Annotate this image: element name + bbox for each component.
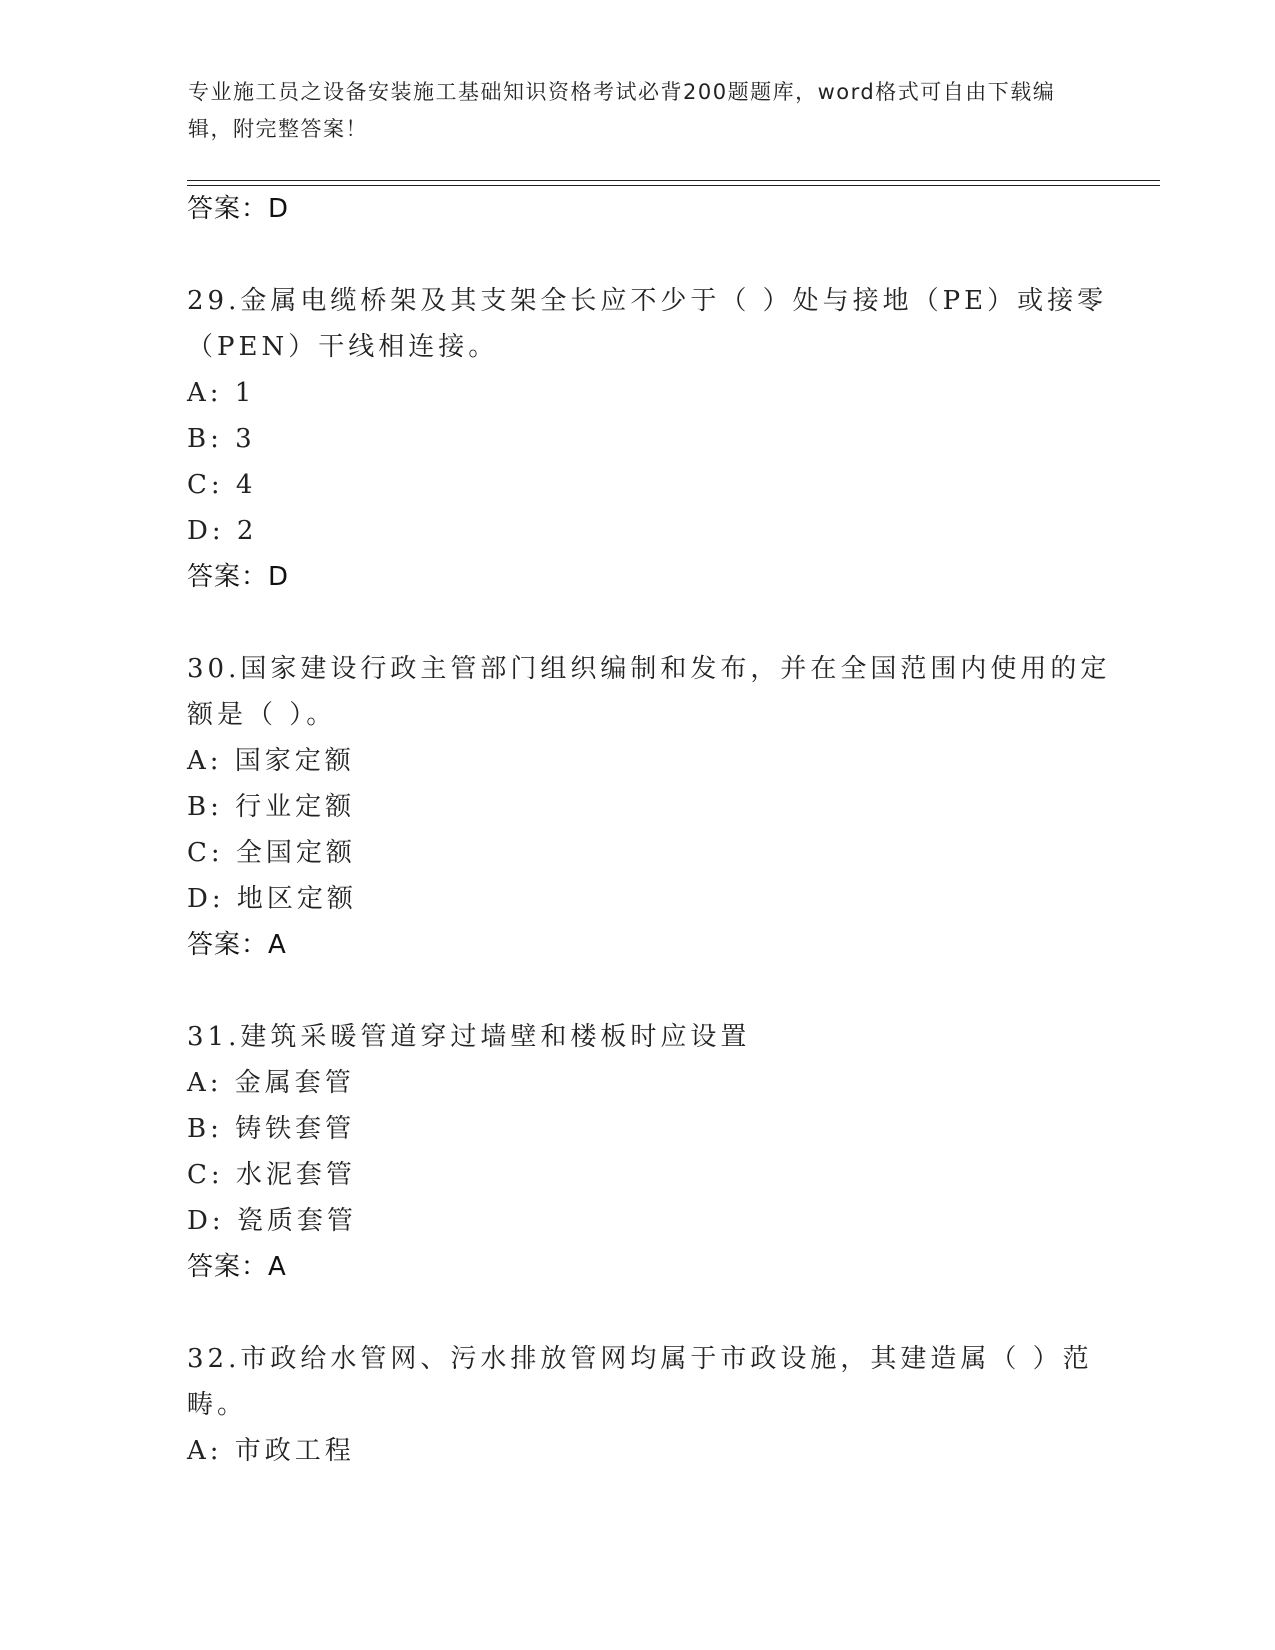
question-29 — [187, 278, 1117, 600]
question-31 — [187, 1014, 1117, 1290]
option-d: D: 瓷质套管 — [187, 1206, 357, 1236]
option-a: A: 金属套管 — [187, 1068, 355, 1098]
option-c: C: 4 — [187, 470, 257, 500]
option-a: A: 国家定额 — [187, 746, 355, 776]
option-b: B: 行业定额 — [187, 792, 356, 822]
answer: 答案：D — [187, 562, 290, 592]
question-text: 31.建筑采暖管道穿过墙壁和楼板时应设置 — [187, 1022, 751, 1052]
option-d: D: 2 — [187, 516, 258, 546]
page-header: 专业施工员之设备安装施工基础知识资格考试必背200题题库，word格式可自由下载编辑，附完整答案！ — [188, 80, 1056, 141]
option-b: B: 铸铁套管 — [187, 1114, 356, 1144]
option-c: C: 全国定额 — [187, 838, 356, 868]
option-a: A: 1 — [187, 378, 256, 408]
question-text: 30.国家建设行政主管部门组织编制和发布，并在全国范围内使用的定额是（ ）。 — [187, 654, 1111, 730]
question-text: 32.市政给水管网、污水排放管网均属于市政设施，其建造属（ ）范畴。 — [187, 1344, 1093, 1420]
question-30 — [187, 646, 1117, 968]
option-c: C: 水泥套管 — [187, 1160, 356, 1190]
option-d: D: 地区定额 — [187, 884, 357, 914]
option-b: B: 3 — [187, 424, 256, 454]
question-32 — [187, 1336, 1117, 1474]
answer: 答案：A — [187, 1252, 287, 1282]
question-list — [187, 186, 1117, 1474]
question-text: 29.金属电缆桥架及其支架全长应不少于（ ）处与接地（PE）或接零（PEN）干线相连接。 — [187, 286, 1108, 362]
answer-previous: 答案：D — [187, 194, 290, 224]
option-a: A: 市政工程 — [187, 1436, 355, 1466]
answer: 答案：A — [187, 930, 287, 960]
header-divider-top — [187, 180, 1160, 181]
